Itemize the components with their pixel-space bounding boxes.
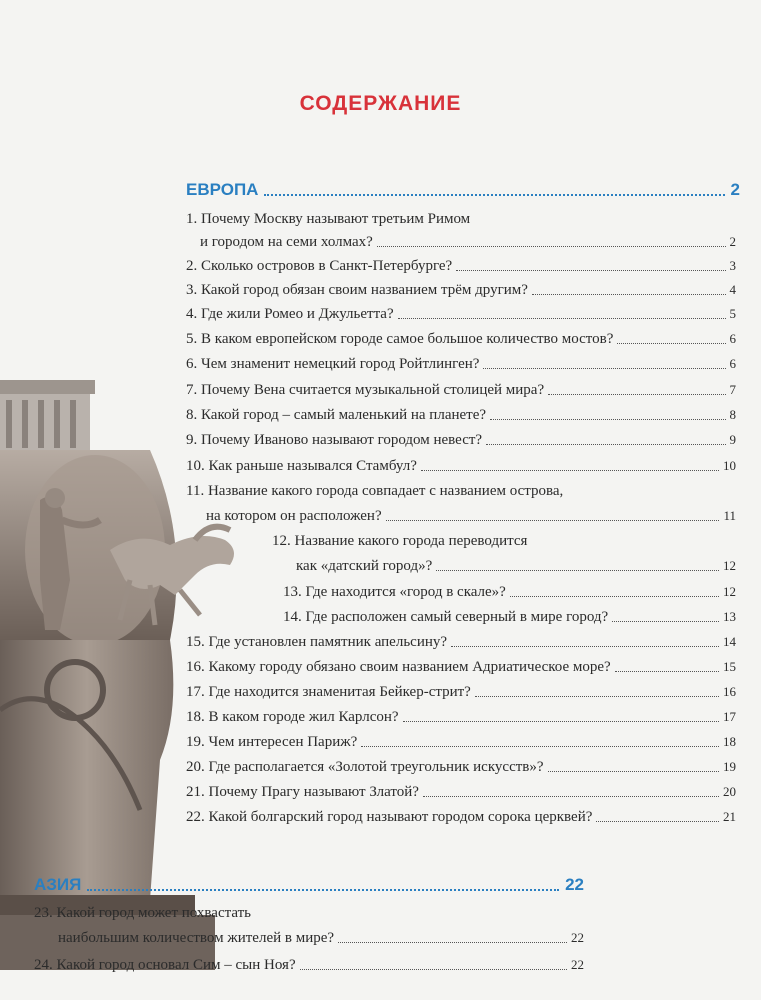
page-number: 22 — [571, 930, 584, 945]
toc-entry-4[interactable]: 4. Где жили Ромео и Джульетта? 5 — [186, 306, 736, 322]
section-page: 2 — [730, 180, 740, 199]
toc-entry-6[interactable]: 6. Чем знаменит немецкий город Ройтлинген? 6 — [186, 356, 736, 372]
section-asia[interactable] — [34, 873, 584, 895]
page-number: 10 — [723, 458, 736, 473]
toc-entry-1-line1[interactable]: 1. Почему Москву называют третьим Римом — [186, 211, 471, 227]
page-number: 2 — [729, 234, 736, 249]
page-number: 6 — [729, 331, 736, 346]
page-title: СОДЕРЖАНИЕ — [299, 92, 462, 115]
page-number: 12 — [723, 584, 736, 599]
toc-entry-9[interactable]: 9. Почему Иваново называют городом невест? 9 — [186, 432, 736, 448]
toc-entry-13[interactable]: 13. Где находится «город в скале»? 12 — [283, 584, 736, 600]
section-europe[interactable] — [186, 178, 740, 200]
toc-entry-23-line1[interactable]: 23. Какой город может похвастать — [34, 905, 252, 921]
toc-entry-24[interactable]: 24. Какой город основал Сим – сын Ноя? 22 — [34, 957, 584, 973]
page-number: 16 — [723, 684, 736, 699]
toc-entry-2[interactable]: 2. Сколько островов в Санкт-Петербурге? 3 — [186, 258, 736, 274]
page-number: 13 — [723, 609, 736, 624]
toc-entry-14[interactable]: 14. Где расположен самый северный в мире город? 13 — [283, 609, 736, 625]
toc-entry-10[interactable]: 10. Как раньше назывался Стамбул? 10 — [186, 458, 736, 474]
toc-entry-5[interactable]: 5. В каком европейском городе самое большое количество мостов? 6 — [186, 331, 736, 347]
page-number: 14 — [723, 634, 736, 649]
toc-entry-18[interactable]: 18. В каком городе жил Карлсон? 17 — [186, 709, 736, 725]
page-number: 4 — [729, 282, 736, 297]
page-number: 3 — [729, 258, 736, 273]
page-number: 15 — [723, 659, 736, 674]
leader-dots — [87, 889, 559, 891]
toc-entry-23[interactable]: наибольшим количеством жителей в мире? 22 — [58, 930, 584, 946]
toc-entry-11-line1[interactable]: 11. Название какого города совпадает с названием острова, — [186, 483, 564, 499]
toc-entry-19[interactable]: 19. Чем интересен Париж? 18 — [186, 734, 736, 750]
page-number: 5 — [729, 306, 736, 321]
section-label: ЕВРОПА — [186, 180, 259, 199]
toc-entry-16[interactable]: 16. Какому городу обязано своим названием Адриатическое море? 15 — [186, 659, 736, 675]
toc-entry-15[interactable]: 15. Где установлен памятник апельсину? 14 — [186, 634, 736, 650]
page-number: 18 — [723, 734, 736, 749]
toc-entry-12[interactable]: как «датский город»? 12 — [296, 558, 736, 574]
section-page: 22 — [565, 875, 584, 894]
page-number: 22 — [571, 957, 584, 972]
toc-entry-11[interactable]: на котором он расположен? 11 — [206, 508, 736, 524]
leader-dots — [377, 246, 726, 247]
toc-entry-7[interactable]: 7. Почему Вена считается музыкальной столицей мира? 7 — [186, 382, 736, 398]
toc-entry-8[interactable]: 8. Какой город – самый маленький на планете? 8 — [186, 407, 736, 423]
page-number: 20 — [723, 784, 736, 799]
page-number: 21 — [723, 809, 736, 824]
toc-entry-21[interactable]: 21. Почему Прагу называют Златой? 20 — [186, 784, 736, 800]
page-number: 7 — [729, 382, 736, 397]
toc-entry-3[interactable]: 3. Какой город обязан своим названием трём другим? 4 — [186, 282, 736, 298]
page-number: 17 — [723, 709, 736, 724]
section-label: АЗИЯ — [34, 875, 82, 894]
leader-dots — [264, 194, 724, 196]
toc-entry-22[interactable]: 22. Какой болгарский город называют городом сорока церквей? 21 — [186, 809, 736, 825]
toc-entry-17[interactable]: 17. Где находится знаменитая Бейкер-стрит? 16 — [186, 684, 736, 700]
page-number: 11 — [723, 508, 736, 523]
page-number: 8 — [729, 407, 736, 422]
toc-entry-12-line1[interactable]: 12. Название какого города переводится — [272, 533, 528, 549]
toc-entry-1[interactable]: и городом на семи холмах? 2 — [200, 234, 736, 250]
page-number: 12 — [723, 558, 736, 573]
page-number: 19 — [723, 759, 736, 774]
page-number: 9 — [729, 432, 736, 447]
toc-entry-20[interactable]: 20. Где располагается «Золотой треугольник искусств»? 19 — [186, 759, 736, 775]
page-number: 6 — [729, 356, 736, 371]
